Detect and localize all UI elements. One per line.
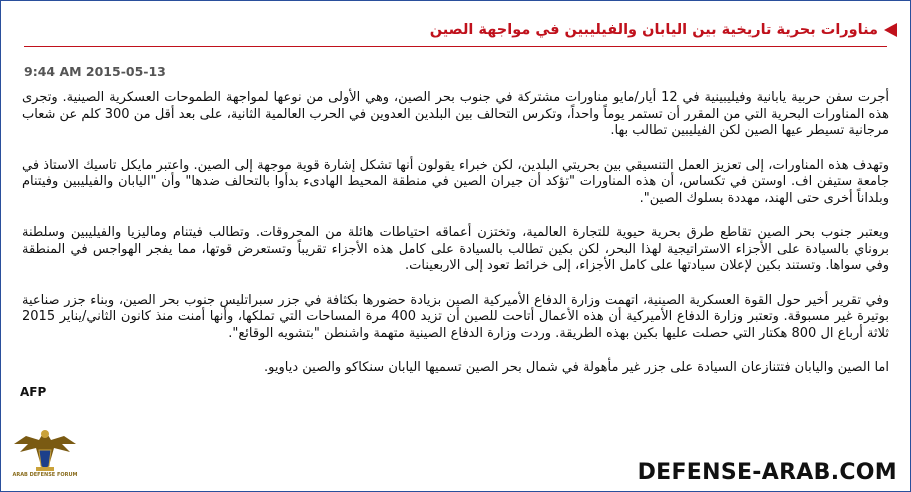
article-title[interactable]: مناورات بحرية تاريخية بين اليابان والفيليبين في مواجهة الصين — [429, 22, 878, 38]
article-header — [2, 10, 911, 50]
article-paragraph-3: ويعتبر جنوب بحر الصين تقاطع طرق بحرية حيوية للتجارة العالمية، وتختزن أعماقه احتياطات هائلة من المحروقات. وتطالب فيتنام وماليزيا والفيليبين وسلطنة بروناي بالسيادة على الأجزاء الاستراتيجية لهذا البحر، لكن بكين تطالب بالسيادة على كامل هذه الأجزاء تقريباً وتستعرض قوتها، مما يفجر الهواجس في المنطقة وفي سواها. وتستند بكين لإعلان سيادتها على كامل الأجزاء، إلى خرائط تعود إلى الاربعينات. — [22, 225, 889, 273]
article-paragraph-4: وفي تقرير أخير حول القوة العسكرية الصينية، اتهمت وزارة الدفاع الأميركية الصين بزيادة حضورها بكثافة في جزر سبراتليس جنوب بحر الصين، وبناء جزر صناعية بوتيرة غير مسبوقة. وتعتبر وزارة الدفاع الأميركية أن هذه الأعمال أتاحت للصين أن تزيد 400 مرة المساحات التي تملكها، وأنها أمنت منذ كانون الثاني/يناير 2015 ثلاثة أرباع ال 800 هكتار التي حصلت عليها بكين بهذه الطريقة. وردت وزارة الدفاع الصينية متهمة واشنطن "بتشويه الوقائع". — [22, 292, 889, 341]
logo-caption: ARAB DEFENSE FORUM — [12, 472, 78, 478]
article-body — [22, 90, 889, 395]
article-paragraph-2: وتهدف هذه المناورات، إلى تعزيز العمل التنسيقي بين بحريتي البلدين، لكن خبراء يقولون أنها تشكل إشارة قوية موجهة إلى الصين. واعتبر مايكل تاسيك الاستاذ في جامعة ستيفن اف. اوستن في تكساس، أن هذه المناورات "تؤكد أن جيران الصين في منطقة المحيط الهادىء بدأوا بالتحالف ضدها" وأن "اليابان والفيليبين وفيتنام وبلداناً أخرى حتى الهند، مهددة بسلوك الصين". — [22, 157, 889, 206]
article-paragraph-1: أجرت سفن حربية يابانية وفيليبينية في 12 أيار/مايو مناورات مشتركة في جنوب بحر الصين، وهي الأولى من نوعها لمواجهة الطموحات العسكرية الصينية. وتجرى هذه المناورات البحرية التي من المقرر أن تستمر يوماً واحداً، وتكرس التحالف بين البلدين العدوين في الحرب العالمية الثانية، على بعد أقل من 300 كلم عن شعاب مرجانية تسيطر عيها الصين لكن الفيليبين تطالب بها. — [22, 90, 889, 138]
article-paragraph-5: اما الصين واليابان فتتنازعان السيادة على جزر غير مأهولة في شمال بحر الصين تسميها اليابان سنكاكو والصين دياويو. — [264, 360, 889, 375]
title-bullet-arrow-icon — [884, 23, 897, 37]
article-timestamp: 9:44 AM 2015-05-13 — [24, 64, 166, 79]
site-watermark: DEFENSE-ARAB.COM — [637, 460, 897, 485]
article-source: AFP — [20, 385, 47, 399]
title-divider — [24, 46, 887, 47]
